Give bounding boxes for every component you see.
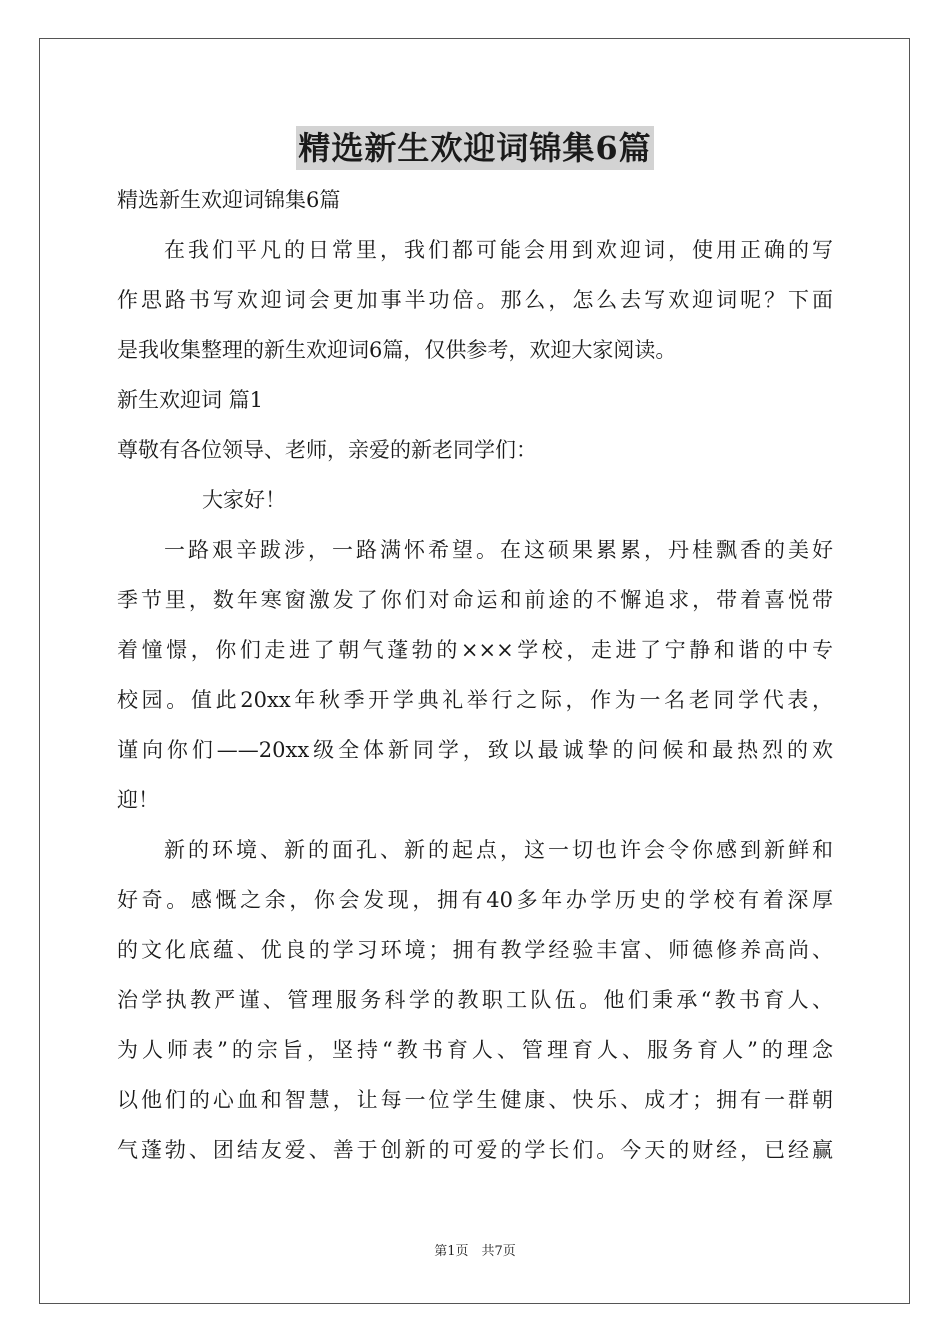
salutation: 尊敬有各位领导、老师，亲爱的新老同学们： <box>117 438 537 462</box>
paragraph-line: 一路艰辛跋涉，一路满怀希望。在这硕果累累，丹桂飘香的美好 <box>164 538 833 562</box>
page-footer: 第1页 共7页 <box>434 1244 516 1259</box>
document-title: 精选新生欢迎词锦集6篇 <box>296 126 653 170</box>
paragraph-line: 作思路书写欢迎词会更加事半功倍。那么，怎么去写欢迎词呢？下面 <box>117 288 833 312</box>
paragraph-line: 迎！ <box>117 788 159 812</box>
paragraph-line: 为人师表”的宗旨，坚持“教书育人、管理育人、服务育人”的理念 <box>117 1038 833 1062</box>
greeting: 大家好！ <box>202 488 286 512</box>
paragraph-line: 好奇。感慨之余，你会发现，拥有40多年办学历史的学校有着深厚 <box>117 888 833 912</box>
page-border <box>39 38 910 1304</box>
paragraph-line: 校园。值此20xx年秋季开学典礼举行之际，作为一名老同学代表， <box>117 688 833 712</box>
paragraph-line: 谨向你们——20xx级全体新同学，致以最诚挚的问候和最热烈的欢 <box>117 738 833 762</box>
paragraph-line: 的文化底蕴、优良的学习环境；拥有教学经验丰富、师德修养高尚、 <box>117 938 833 962</box>
paragraph-line: 是我收集整理的新生欢迎词6篇，仅供参考，欢迎大家阅读。 <box>117 338 677 362</box>
paragraph-line: 新的环境、新的面孔、新的起点，这一切也许会令你感到新鲜和 <box>164 838 833 862</box>
paragraph-line: 着憧憬，你们走进了朝气蓬勃的×××学校，走进了宁静和谐的中专 <box>117 638 833 662</box>
title-wrapper <box>117 126 833 170</box>
section-heading: 新生欢迎词 篇1 <box>117 388 264 412</box>
paragraph-line: 在我们平凡的日常里，我们都可能会用到欢迎词，使用正确的写 <box>164 238 833 262</box>
paragraph-line: 以他们的心血和智慧，让每一位学生健康、快乐、成才；拥有一群朝 <box>117 1088 833 1112</box>
document-subtitle: 精选新生欢迎词锦集6篇 <box>117 188 341 212</box>
paragraph-line: 季节里，数年寒窗激发了你们对命运和前途的不懈追求，带着喜悦带 <box>117 588 833 612</box>
paragraph-line: 治学执教严谨、管理服务科学的教职工队伍。他们秉承“教书育人、 <box>117 988 833 1012</box>
paragraph-line: 气蓬勃、团结友爱、善于创新的可爱的学长们。今天的财经，已经赢 <box>117 1138 833 1162</box>
